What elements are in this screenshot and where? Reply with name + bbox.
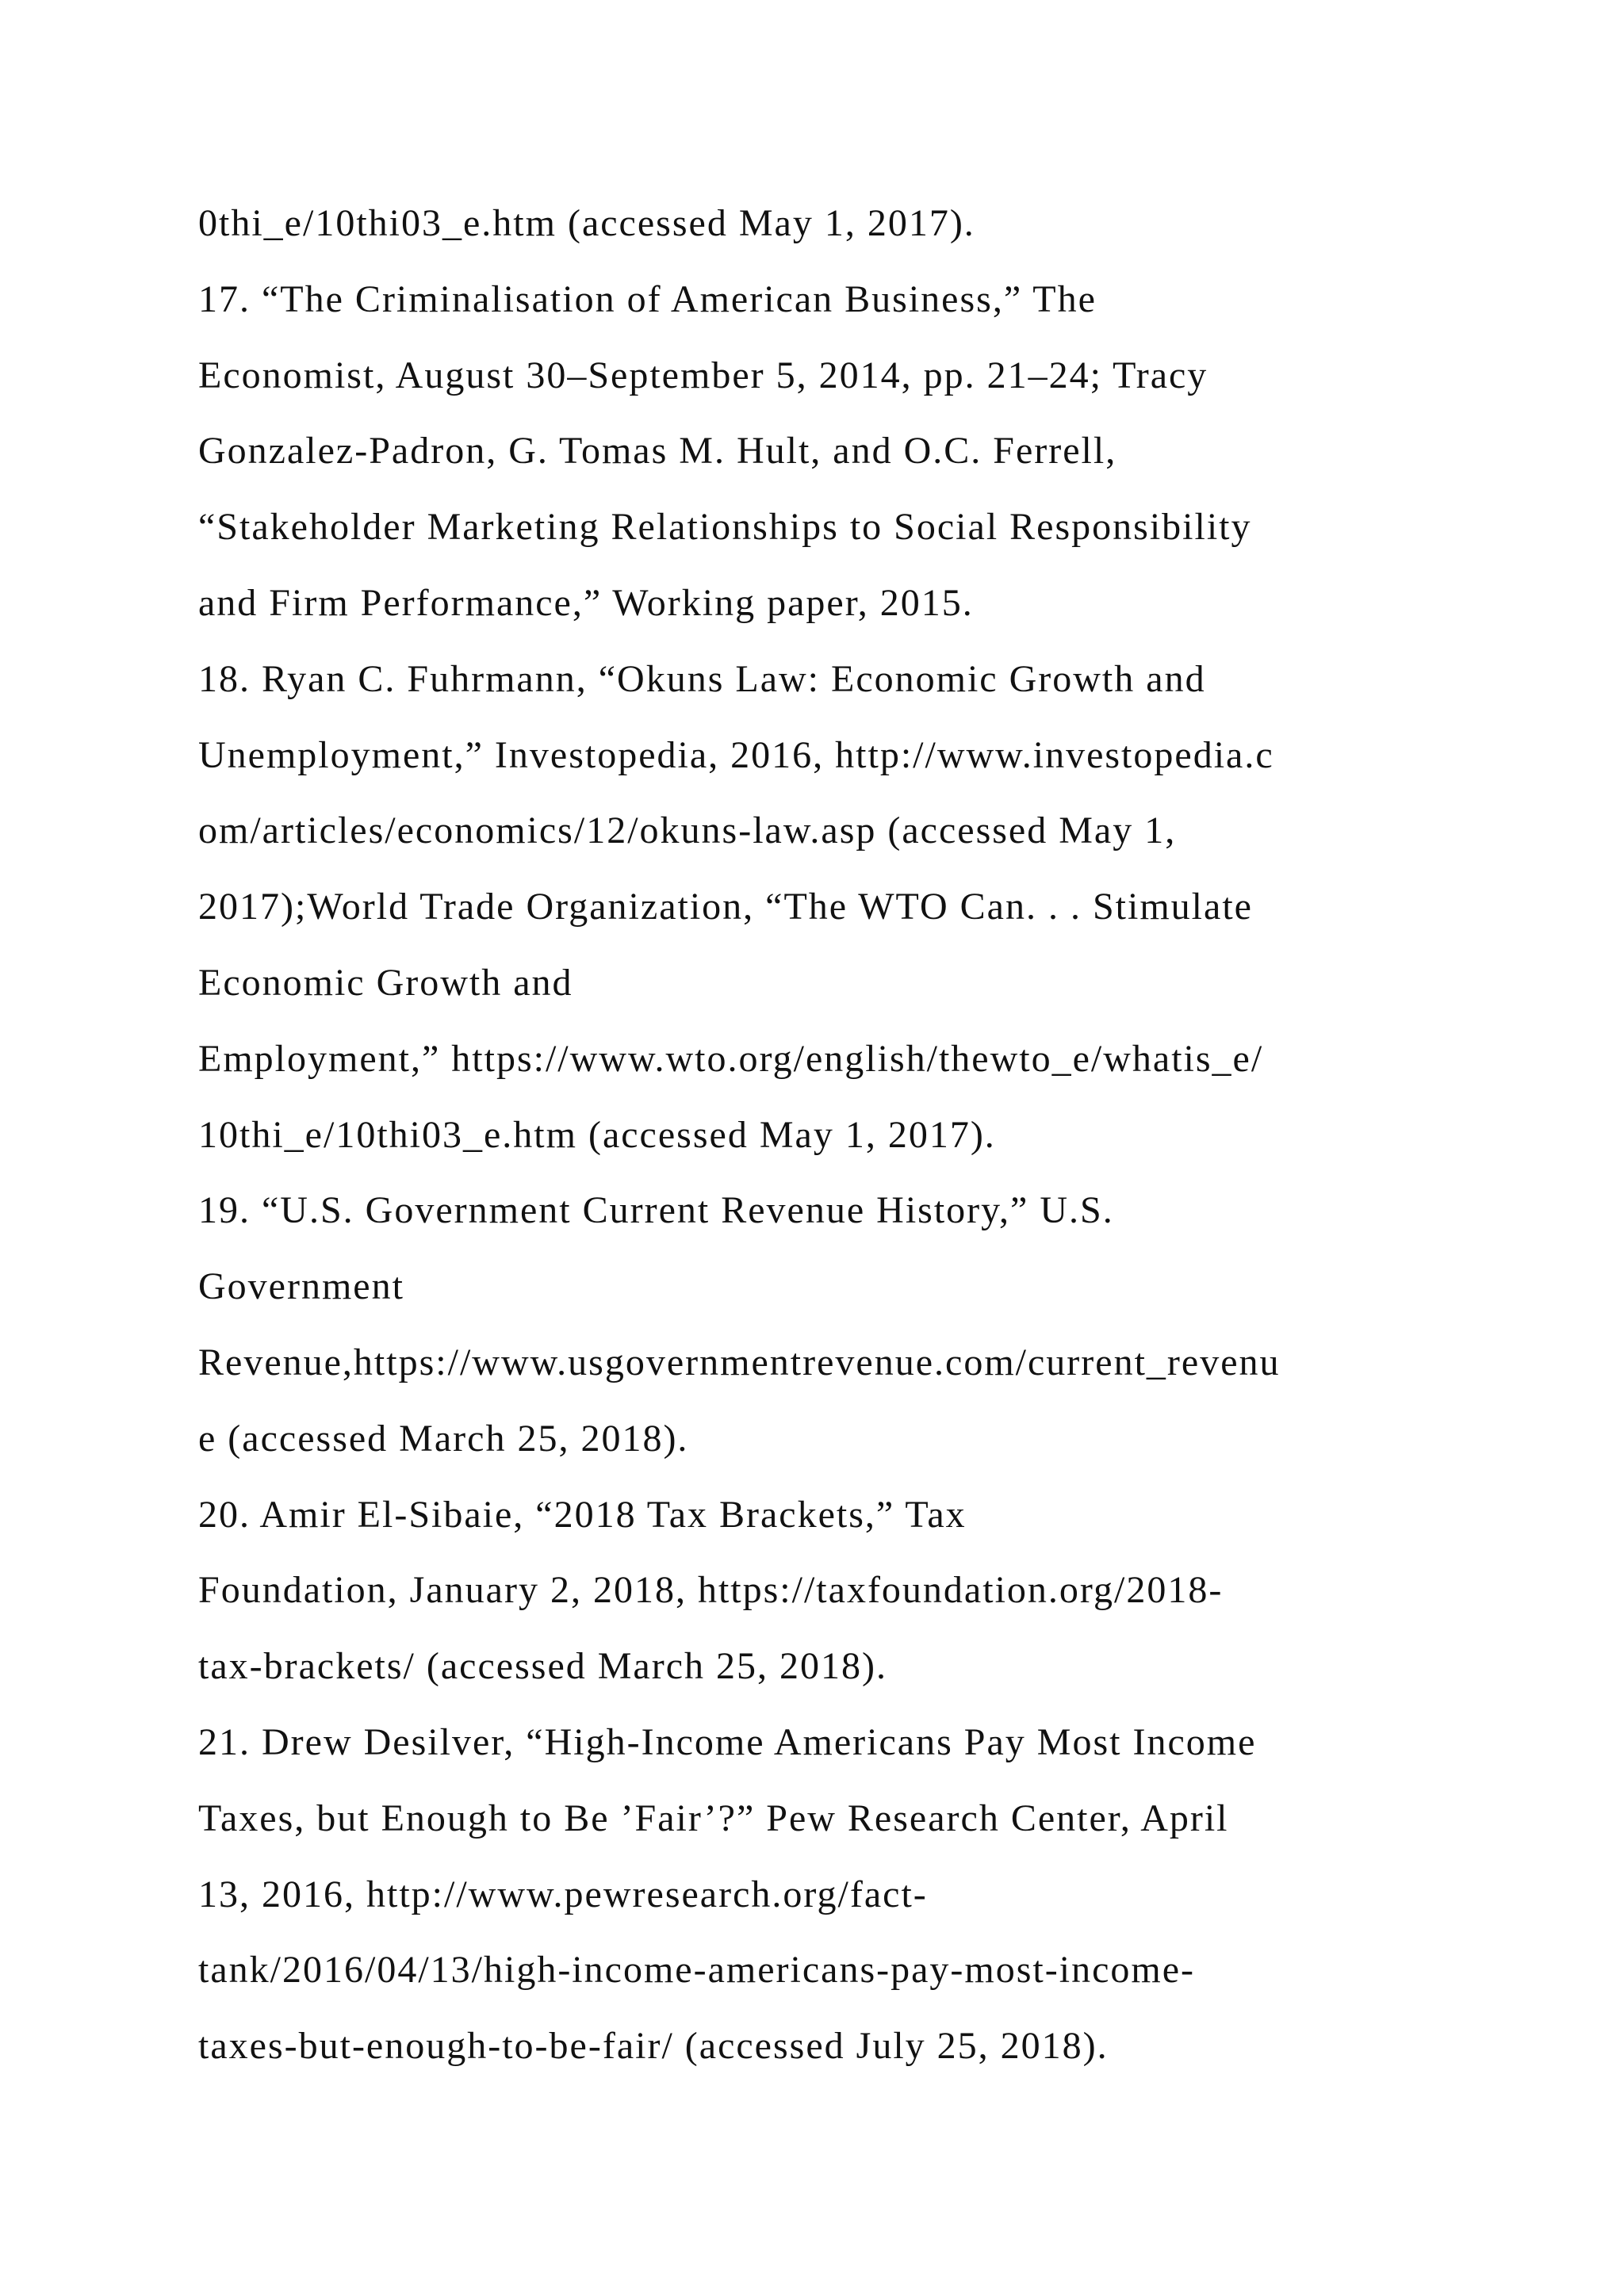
text-line: taxes-but-enough-to-be-fair/ (accessed July 25, 2018).	[198, 2025, 1109, 2067]
text-line: 10thi_e/10thi03_e.htm (accessed May 1, 2017).	[198, 1114, 996, 1156]
text-line: Foundation, January 2, 2018, https://taxfoundation.org/2018-	[198, 1569, 1224, 1611]
text-line: e (accessed March 25, 2018).	[198, 1418, 689, 1460]
text-line: Government	[198, 1265, 404, 1307]
text-line: and Firm Performance,” Working paper, 2015.	[198, 582, 974, 624]
text-line: “Stakeholder Marketing Relationships to Social Responsibility	[198, 506, 1252, 548]
text-line: Taxes, but Enough to Be ’Fair’?” Pew Research Center, April	[198, 1797, 1229, 1839]
text-line: 17. “The Criminalisation of American Business,” The	[198, 278, 1097, 320]
text-line: Unemployment,” Investopedia, 2016, http://www.investopedia.c	[198, 734, 1274, 776]
text-line: 21. Drew Desilver, “High-Income Americans Pay Most Income	[198, 1721, 1257, 1763]
text-line: 20. Amir El-Sibaie, “2018 Tax Brackets,” Tax	[198, 1494, 967, 1536]
text-line: Revenue,https://www.usgovernmentrevenue.com/current_revenu	[198, 1341, 1281, 1383]
text-line: tax-brackets/ (accessed March 25, 2018).	[198, 1645, 887, 1687]
text-line: Economist, August 30–September 5, 2014, pp. 21–24; Tracy	[198, 354, 1208, 396]
text-line: 0thi_e/10thi03_e.htm (accessed May 1, 2017).	[198, 202, 975, 244]
text-line: om/articles/economics/12/okuns-law.asp (accessed May 1,	[198, 809, 1177, 851]
text-line: 13, 2016, http://www.pewresearch.org/fact-	[198, 1873, 928, 1915]
text-line: 19. “U.S. Government Current Revenue History,” U.S.	[198, 1189, 1114, 1231]
text-line: Gonzalez-Padron, G. Tomas M. Hult, and O.C. Ferrell,	[198, 430, 1117, 472]
text-line: Employment,” https://www.wto.org/english/thewto_e/whatis_e/	[198, 1038, 1264, 1080]
text-line: tank/2016/04/13/high-income-americans-pay-most-income-	[198, 1949, 1195, 1991]
text-line: 18. Ryan C. Fuhrmann, “Okuns Law: Economic Growth and	[198, 658, 1206, 700]
text-line: Economic Growth and	[198, 962, 573, 1004]
text-line: 2017);World Trade Organization, “The WTO Can. . . Stimulate	[198, 886, 1253, 928]
